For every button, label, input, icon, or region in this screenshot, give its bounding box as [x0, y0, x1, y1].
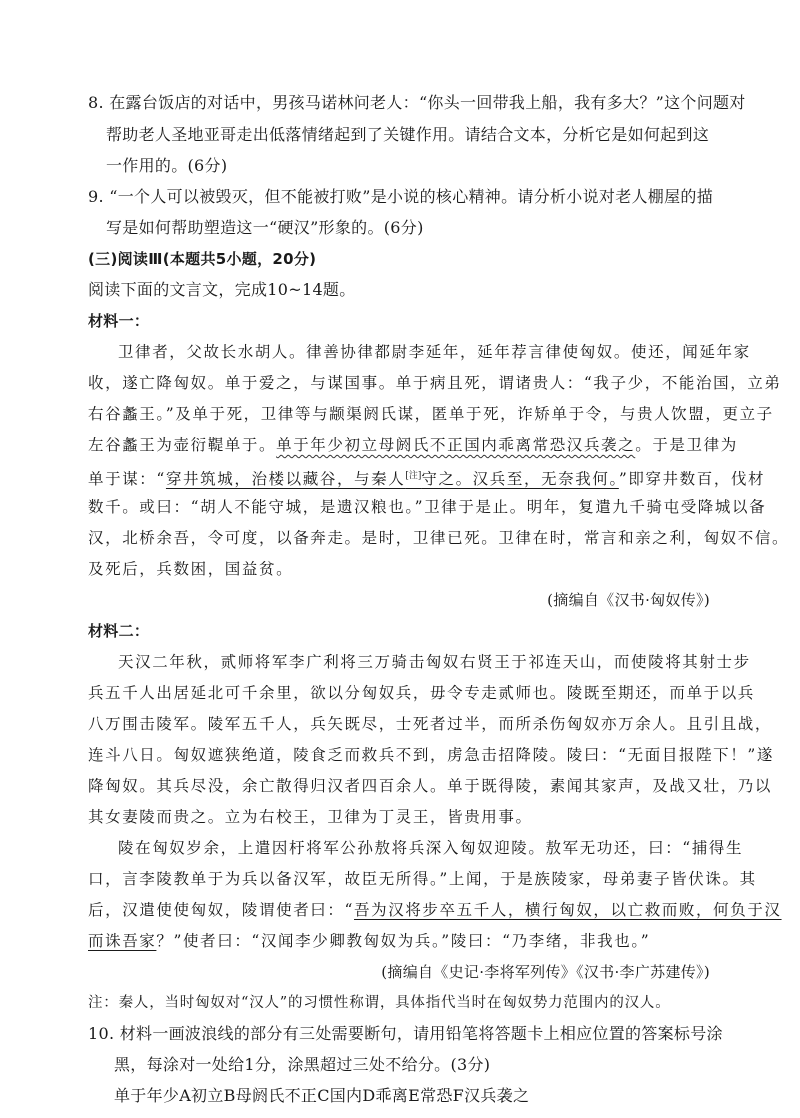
material-1-line: 右谷蠡王。”及单于死，卫律等与颛渠阏氏谋，匿单于死，诈矫单于令，与贵人饮盟，更立子: [88, 405, 774, 423]
material-1-text: 单于谋：“: [88, 470, 166, 488]
question-9-line-1: 9. “一个人可以被毁灭，但不能被打败”是小说的核心精神。请分析小说对老人棚屋的描: [88, 187, 714, 206]
material-2-text: 后，汉遣使使匈奴，陵谓使者曰：“: [88, 901, 355, 919]
question-9-line-2: 写是如何帮助塑造这一“硬汉”形象的。(6分): [106, 218, 424, 237]
material-2-line: 降匈奴。其兵尽没，余亡散得归汉者四百余人。单于既得陵，素闻其家声，及战又壮，乃以: [88, 777, 773, 795]
material-2-line: 其女妻陵而贵之。立为右校王，卫律为丁灵王，皆贵用事。: [88, 808, 533, 826]
material-1-line: [88, 435, 738, 455]
question-10-options: 单于年少A初立B母阏氏不正C国内D乖离E常恐F汉兵袭之: [114, 1086, 530, 1105]
underlined-passage: 吾为汉将步卒五千人，横行匈奴，以亡救而败，何负于汉: [354, 901, 782, 919]
material-2-line: 天汉二年秋，贰师将军李广利将三万骑击匈奴右贤王于祁连天山，而使陵将其射士步: [118, 653, 751, 671]
material-2-source: (摘编自《史记·李将军列传》《汉书·李广苏建传》): [381, 963, 710, 981]
material-1-line: 数千。或曰：“胡人不能守城，是遗汉粮也。”卫律于是止。明年，复遣九千骑屯受降城以备: [88, 498, 767, 516]
material-1-line: [88, 466, 765, 489]
material-1-label: 材料一：: [88, 312, 150, 330]
material-1-text: 。于是卫律为: [635, 436, 738, 454]
material-2-text: ？”使者曰：“汉闻李少卿教匈奴为兵。”陵曰：“乃李绪，非我也。”: [156, 932, 651, 950]
question-10-line-1: 10. 材料一画波浪线的部分有三处需要断句，请用铅笔将答题卡上相应位置的答案标号涂: [88, 1024, 723, 1043]
section-instruction: 阅读下面的文言文，完成10~14题。: [88, 280, 356, 299]
section-heading: (三)阅读Ⅲ(本题共5小题，20分): [88, 250, 317, 268]
material-1-line: 收，遂亡降匈奴。单于爱之，与谋国事。单于病且死，谓诸贵人：“我子少，不能治国，立弟: [88, 374, 782, 392]
material-1-line: 及死后，兵数困，国益贫。: [88, 560, 294, 578]
material-2-line: 兵五千人出居延北可千余里，欲以分匈奴兵，毋令专走贰师也。陵既至期还，而单于以兵: [88, 684, 755, 702]
material-2-line: 陵在匈奴岁余，上遣因杅将军公孙敖将兵深入匈奴迎陵。敖军无功还，曰：“捕得生: [118, 839, 744, 857]
material-2-label: 材料二：: [88, 622, 150, 640]
underlined-text: 守之。汉兵至，无奈我何。: [421, 470, 619, 488]
material-1-source: (摘编自《汉书·匈奴传》): [547, 591, 710, 609]
material-1-line: 卫律者，父故长水胡人。律善协律都尉李延年，延年荐言律使匈奴。使还，闻延年家: [118, 343, 751, 361]
question-8-line-3: 一作用的。(6分): [106, 156, 228, 175]
footnote-marker: [注]: [405, 471, 422, 481]
wavy-underlined-passage: 单于年少初立母阏氏不正国内乖离常恐汉兵袭之: [276, 436, 636, 454]
question-8-line-2: 帮助老人圣地亚哥走出低落情绪起到了关键作用。请结合文本，分析它是如何起到这: [106, 125, 710, 144]
underlined-passage: 而诛吾家: [88, 932, 157, 950]
material-1-line: 汉，北桥余吾，令可度，以备奔走。是时，卫律已死。卫律在时，常言和亲之利，匈奴不信。: [88, 529, 790, 547]
footnote: 注：秦人，当时匈奴对“汉人”的习惯性称谓，具体指代当时在匈奴势力范围内的汉人。: [88, 995, 671, 1011]
material-2-line: [88, 931, 650, 951]
material-2-line: 八万围击陵军。陵军五千人，兵矢既尽，士死者过半，而所杀伤匈奴亦万余人。且引且战，: [88, 715, 773, 733]
material-2-line: 口，言李陵教单于为兵以备汉军，故臣无所得。”上闻，于是族陵家，母弟妻子皆伏诛。其: [88, 870, 757, 888]
material-2-line: [88, 900, 782, 920]
underlined-text: 穿井筑城，治楼以藏谷，与秦人: [165, 470, 406, 488]
material-1-text: 左谷蠡王为壶衍鞮单于。: [88, 436, 277, 454]
material-1-text: ”即穿井数百，伐材: [618, 470, 766, 488]
material-2-line: 连斗八日。匈奴遮狭绝道，陵食乏而救兵不到，虏急击招降陵。陵曰：“无面目报陛下！”遂: [88, 746, 774, 764]
underlined-passage: [166, 470, 619, 488]
question-8-line-1: 8. 在露台饭店的对话中，男孩马诺林问老人：“你头一回带我上船，我有多大？”这个问题对: [88, 93, 746, 112]
question-10-line-2: 黑，每涂对一处给1分，涂黑超过三处不给分。(3分): [114, 1055, 491, 1074]
